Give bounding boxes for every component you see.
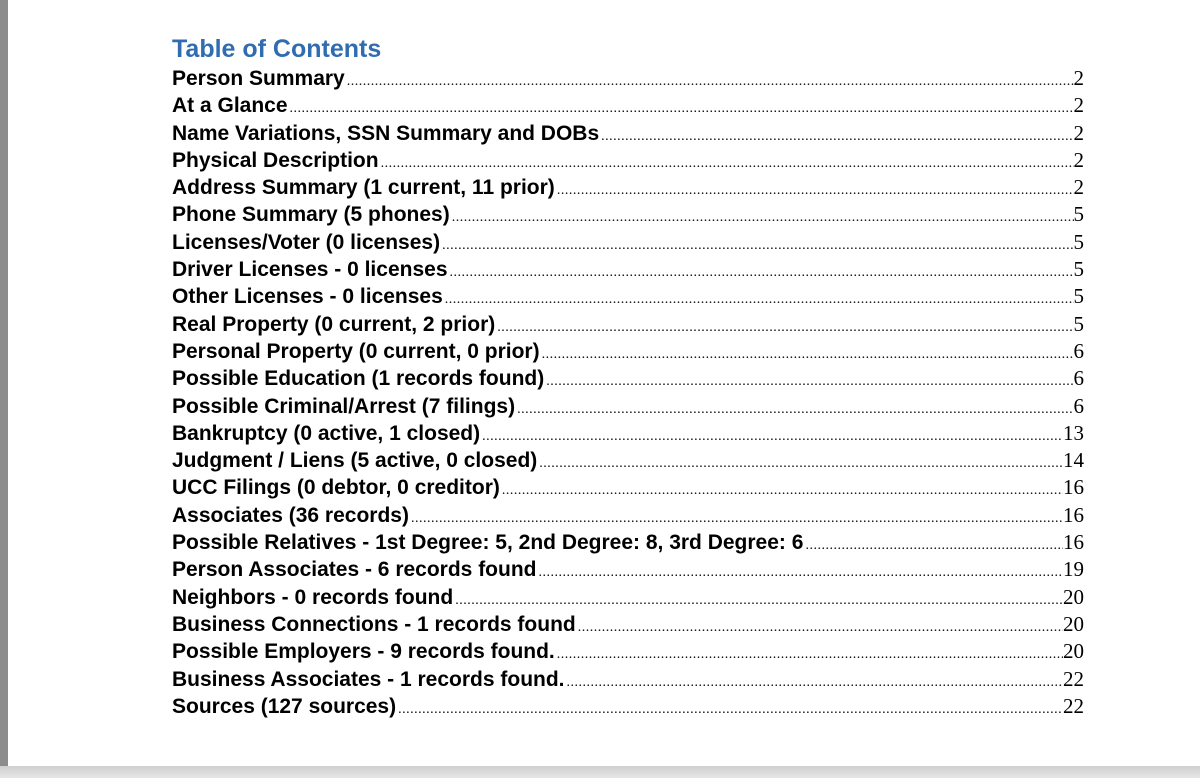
toc-entry[interactable] [172, 393, 1084, 420]
toc-entry-page-number[interactable]: 2 [1073, 66, 1084, 90]
toc-entry-page-number[interactable]: 5 [1073, 202, 1084, 227]
toc-entry-page-number[interactable]: 20 [1063, 584, 1084, 609]
toc-entry[interactable] [172, 92, 1084, 119]
toc-entry[interactable] [172, 229, 1084, 256]
toc-entry[interactable] [172, 693, 1084, 720]
toc-entry-page-number[interactable]: 20 [1063, 639, 1084, 664]
toc-dot-leader [557, 641, 1063, 668]
toc-entry-label[interactable]: Judgment / Liens (5 active, 0 closed) [172, 449, 538, 473]
toc-entry[interactable] [172, 584, 1084, 611]
toc-entry-label[interactable]: Possible Criminal/Arrest (7 filings) [172, 394, 516, 418]
toc-entry-label[interactable]: Licenses/Voter (0 licenses) [172, 230, 441, 254]
toc-entry-label[interactable]: Sources (127 sources) [172, 694, 397, 718]
toc-entry[interactable] [172, 638, 1084, 665]
toc-dot-leader [542, 341, 1074, 368]
toc-dot-leader [482, 423, 1063, 450]
toc-entry-label[interactable]: Physical Description [172, 148, 379, 172]
toc-entry-label[interactable]: UCC Filings (0 debtor, 0 creditor) [172, 476, 500, 500]
toc-entry-page-number[interactable]: 5 [1073, 257, 1084, 282]
toc-entry[interactable] [172, 120, 1084, 147]
toc-dot-leader [455, 587, 1063, 614]
toc-entry-page-number[interactable]: 19 [1063, 557, 1084, 582]
toc-entry-label[interactable]: Other Licenses - 0 licenses [172, 285, 443, 309]
toc-dot-leader [578, 614, 1063, 641]
toc-entry-label[interactable]: Possible Employers - 9 records found. [172, 640, 555, 664]
toc-entry[interactable] [172, 666, 1084, 693]
toc-entry-label[interactable]: Driver Licenses - 0 licenses [172, 258, 448, 282]
toc-dot-leader [398, 696, 1063, 723]
toc-dot-leader [347, 68, 1074, 95]
toc-entry[interactable] [172, 174, 1084, 201]
toc-entry-page-number[interactable]: 6 [1073, 393, 1084, 418]
toc-entry-label[interactable]: Associates (36 records) [172, 503, 409, 527]
toc-entry-label[interactable]: Personal Property (0 current, 0 prior) [172, 339, 540, 363]
toc-entry[interactable] [172, 365, 1084, 392]
toc-dot-leader [517, 396, 1073, 423]
toc-dot-leader [805, 532, 1063, 559]
toc-list [172, 65, 1084, 720]
toc-entry[interactable] [172, 256, 1084, 283]
toc-dot-leader [539, 450, 1063, 477]
toc-entry-label[interactable]: Possible Relatives - 1st Degree: 5, 2nd Degree: 8, 3rd Degree: 6 [172, 531, 804, 555]
toc-entry[interactable] [172, 311, 1084, 338]
toc-title: Table of Contents [172, 35, 382, 63]
toc-dot-leader [567, 669, 1063, 696]
toc-entry-label[interactable]: Business Associates - 1 records found. [172, 667, 565, 691]
toc-entry-page-number[interactable]: 16 [1063, 530, 1084, 555]
viewer-left-edge [0, 0, 8, 766]
toc-dot-leader [497, 314, 1073, 341]
toc-entry-page-number[interactable]: 6 [1073, 366, 1084, 391]
toc-dot-leader [546, 368, 1073, 395]
toc-entry-label[interactable]: Address Summary (1 current, 11 prior) [172, 176, 555, 200]
toc-entry-label[interactable]: Bankruptcy (0 active, 1 closed) [172, 421, 481, 445]
toc-dot-leader [502, 477, 1063, 504]
toc-entry-page-number[interactable]: 13 [1063, 420, 1084, 445]
toc-entry-label[interactable]: Possible Education (1 records found) [172, 367, 545, 391]
toc-entry[interactable] [172, 447, 1084, 474]
toc-entry-page-number[interactable]: 2 [1073, 147, 1084, 172]
document-page [8, 0, 1200, 766]
toc-entry[interactable] [172, 474, 1084, 501]
toc-entry-label[interactable]: Neighbors - 0 records found [172, 585, 454, 609]
toc-entry-page-number[interactable]: 22 [1063, 666, 1084, 691]
toc-dot-leader [411, 505, 1063, 532]
toc-entry[interactable] [172, 338, 1084, 365]
toc-entry-label[interactable]: Real Property (0 current, 2 prior) [172, 312, 496, 336]
toc-dot-leader [290, 95, 1074, 122]
toc-entry[interactable] [172, 556, 1084, 583]
toc-entry[interactable] [172, 201, 1084, 228]
toc-entry-page-number[interactable]: 14 [1063, 448, 1084, 473]
toc-entry-label[interactable]: At a Glance [172, 94, 288, 118]
toc-dot-leader [381, 150, 1074, 177]
toc-entry-page-number[interactable]: 20 [1063, 611, 1084, 636]
toc-entry[interactable] [172, 502, 1084, 529]
viewer-bottom-strip [0, 766, 1200, 778]
toc-entry-page-number[interactable]: 2 [1073, 175, 1084, 200]
toc-entry-page-number[interactable]: 5 [1073, 311, 1084, 336]
toc-entry-label[interactable]: Person Summary [172, 67, 345, 90]
toc-entry-label[interactable]: Person Associates - 6 records found [172, 558, 537, 582]
toc-entry[interactable] [172, 529, 1084, 556]
toc-entry-page-number[interactable]: 6 [1073, 338, 1084, 363]
toc-dot-leader [450, 259, 1074, 286]
toc-entry-page-number[interactable]: 16 [1063, 475, 1084, 500]
toc-entry-page-number[interactable]: 16 [1063, 502, 1084, 527]
toc-entry-page-number[interactable]: 22 [1063, 693, 1084, 718]
toc-dot-leader [442, 232, 1073, 259]
toc-entry-page-number[interactable]: 2 [1073, 93, 1084, 118]
toc-dot-leader [539, 559, 1064, 586]
toc-dot-leader [445, 286, 1074, 313]
toc-entry-page-number[interactable]: 5 [1073, 229, 1084, 254]
toc-entry-label[interactable]: Business Connections - 1 records found [172, 612, 576, 636]
toc-entry-label[interactable]: Phone Summary (5 phones) [172, 203, 450, 227]
toc-entry[interactable] [172, 65, 1084, 92]
table-of-contents [172, 33, 1084, 720]
toc-dot-leader [557, 177, 1074, 204]
toc-entry[interactable] [172, 420, 1084, 447]
toc-entry-label[interactable]: Name Variations, SSN Summary and DOBs [172, 121, 600, 145]
toc-entry[interactable] [172, 147, 1084, 174]
toc-dot-leader [452, 204, 1074, 231]
toc-entry[interactable] [172, 283, 1084, 310]
toc-entry-page-number[interactable]: 2 [1073, 120, 1084, 145]
toc-entry[interactable] [172, 611, 1084, 638]
toc-entry-page-number[interactable]: 5 [1073, 284, 1084, 309]
toc-dot-leader [601, 123, 1073, 150]
